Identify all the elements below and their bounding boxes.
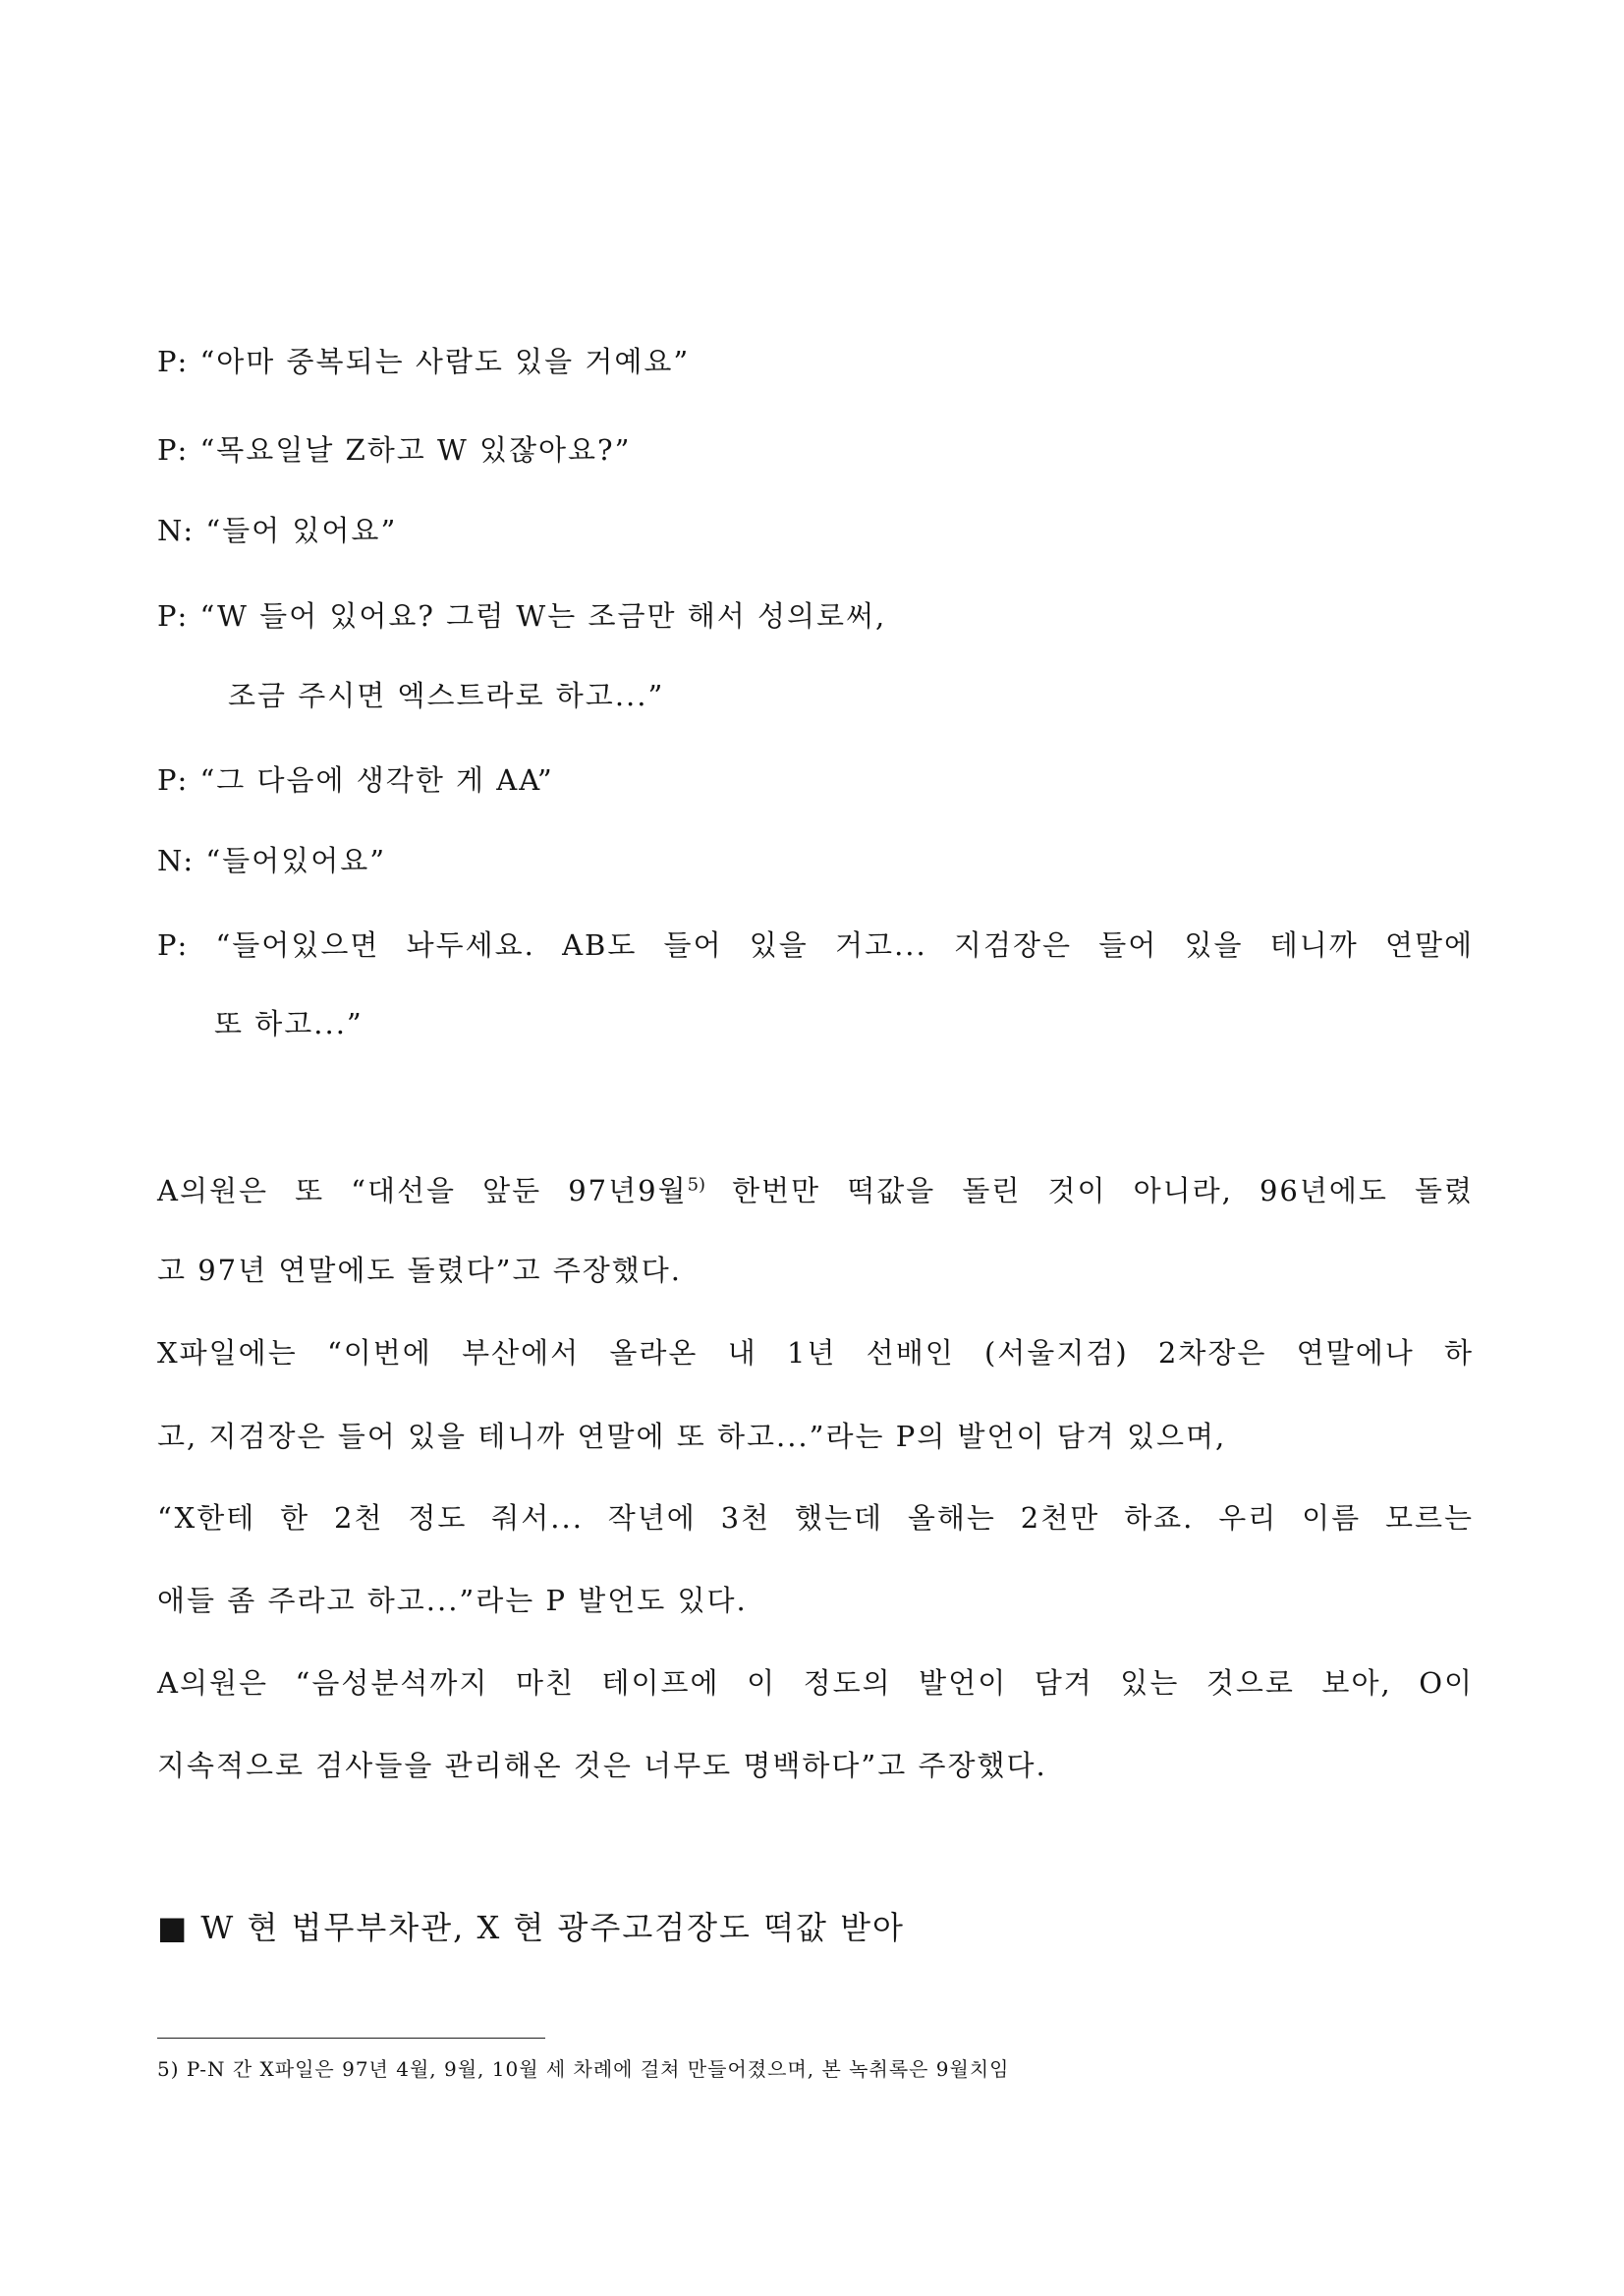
body-line: 지속적으로 검사들을 관리해온 것은 너무도 명백하다”고 주장했다. — [157, 1749, 1047, 1782]
body-line: 애들 좀 주라고 하고...”라는 P 발언도 있다. — [157, 1584, 748, 1617]
footnote-reference: 5) — [687, 1174, 706, 1196]
transcript-line: P: “아마 중복되는 사람도 있을 거예요” — [157, 345, 691, 378]
body-text: 한번만 떡값을 돌린 것이 아니라, 96년에도 돌렸 — [705, 1174, 1474, 1207]
footnote-separator — [157, 2038, 545, 2039]
transcript-line: P: “들어있으면 놔두세요. AB도 들어 있을 거고... 지검장은 들어 있을 테니까 연말에 — [157, 928, 1474, 962]
transcript-line: N: “들어 있어요” — [157, 514, 398, 547]
body-text: A의원은 또 “대선을 앞둔 97년9월 — [157, 1174, 688, 1207]
footnote-text: 5) P-N 간 X파일은 97년 4월, 9월, 10월 세 차례에 걸쳐 만들어졌으며, 본 녹취록은 9월치임 — [157, 2057, 1010, 2081]
transcript-line: P: “W 들어 있어요? 그럼 W는 조금만 해서 성의로써, — [157, 599, 887, 633]
transcript-line-continuation: 조금 주시면 엑스트라로 하고...” — [228, 679, 665, 712]
transcript-line-continuation: 또 하고...” — [214, 1007, 364, 1040]
section-heading: ■ W 현 법무부차관, X 현 광주고검장도 떡값 받아 — [157, 1909, 905, 1946]
body-line — [157, 1173, 1474, 1208]
body-line: 고 97년 연말에도 돌렸다”고 주장했다. — [157, 1254, 683, 1287]
transcript-line: N: “들어있어요” — [157, 844, 387, 877]
body-line: A의원은 “음성분석까지 마친 테이프에 이 정도의 발언이 담겨 있는 것으로 보아, O이 — [157, 1666, 1474, 1700]
transcript-line: P: “그 다음에 생각한 게 AA” — [157, 763, 554, 797]
body-line: X파일에는 “이번에 부산에서 올라온 내 1년 선배인 (서울지검) 2차장은 연말에나 하 — [157, 1336, 1474, 1370]
body-line: 고, 지검장은 들어 있을 테니까 연말에 또 하고...”라는 P의 발언이 담겨 있으며, — [157, 1420, 1227, 1453]
transcript-line: P: “목요일날 Z하고 W 있잖아요?” — [157, 433, 632, 467]
body-line: “X한테 한 2천 정도 줘서... 작년에 3천 했는데 올해는 2천만 하죠. 우리 이름 모르는 — [157, 1501, 1474, 1535]
